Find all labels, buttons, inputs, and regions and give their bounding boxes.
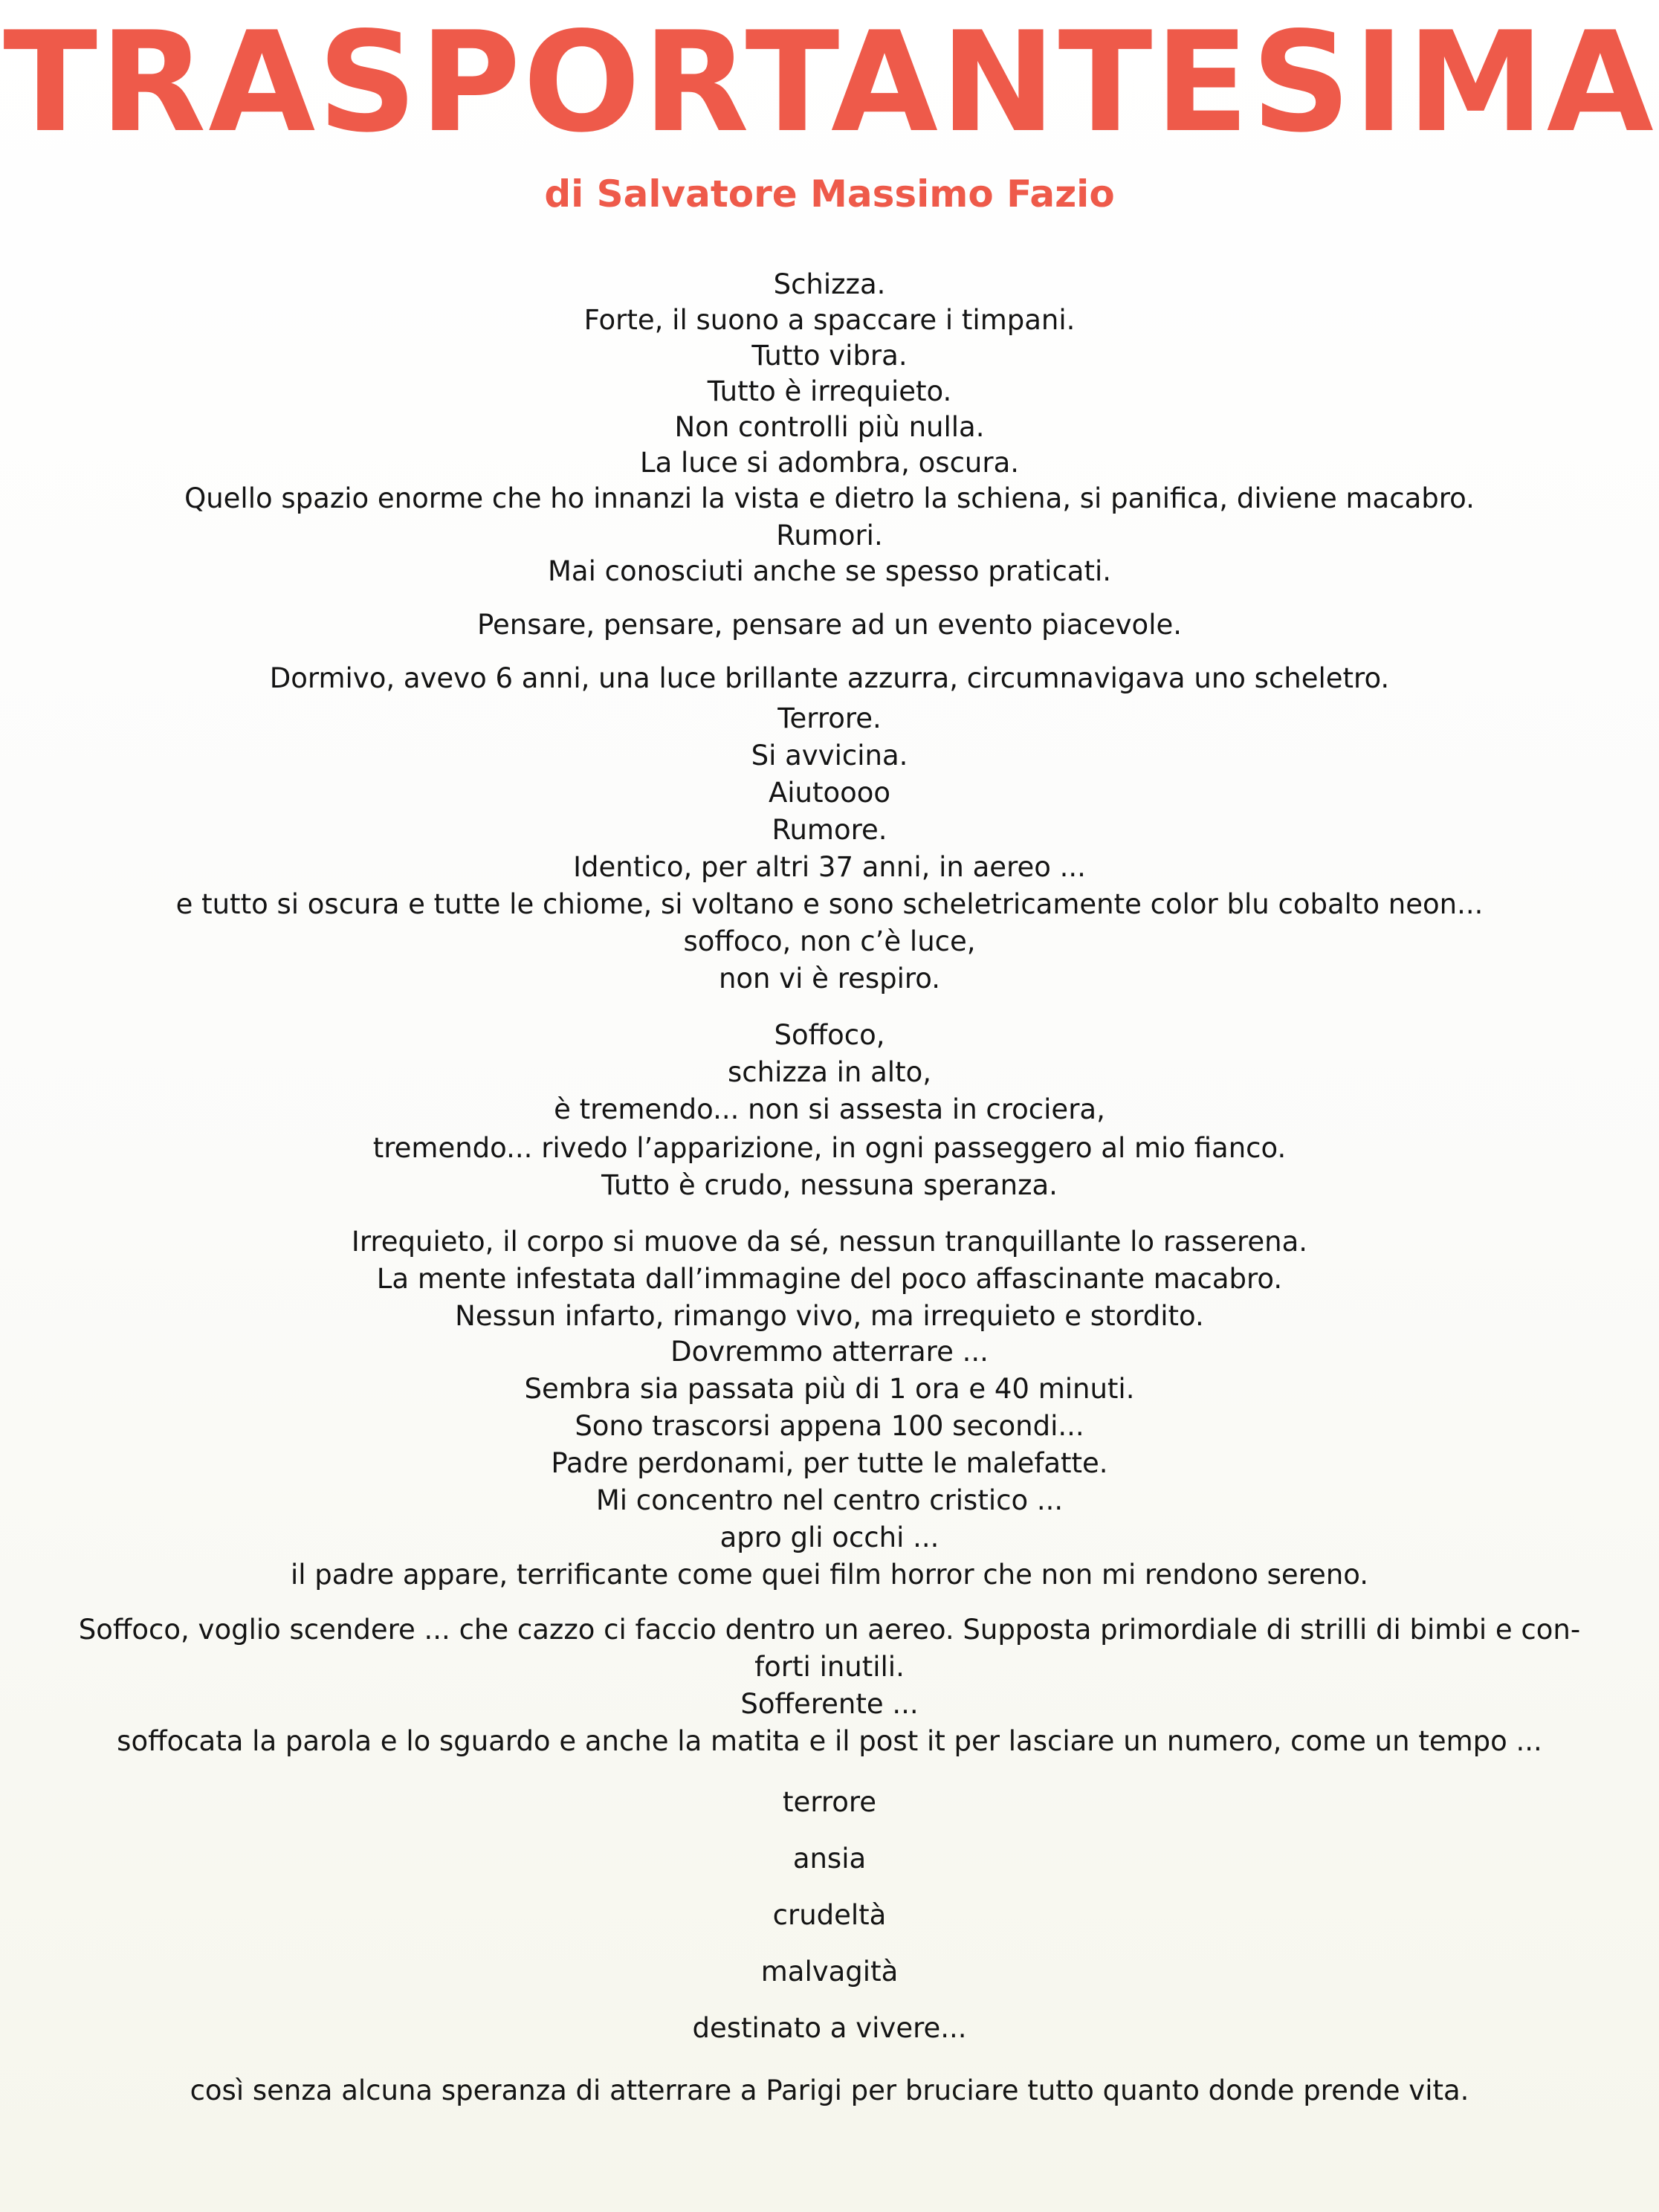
poem-line: Soffoco, voglio scendere ... che cazzo ci faccio dentro un aereo. Supposta primordiale di strilli di bimbi e con- bbox=[78, 1614, 1581, 1646]
poem-line: Rumore. bbox=[772, 814, 887, 846]
poem-line: schizza in alto, bbox=[728, 1056, 931, 1088]
poem-line: è tremendo... non si assesta in crociera, bbox=[554, 1093, 1105, 1125]
poem-line: così senza alcuna speranza di atterrare a Parigi per bruciare tutto quanto donde prende vita. bbox=[190, 2074, 1469, 2106]
poem-line: Rumori. bbox=[776, 520, 883, 552]
poem-line: Tutto è irrequieto. bbox=[707, 375, 952, 407]
poem-line: La mente infestata dall’immagine del poco affascinante macabro. bbox=[376, 1263, 1283, 1295]
poem-line: Mi concentro nel centro cristico ... bbox=[595, 1484, 1064, 1516]
poem-line: Terrore. bbox=[777, 702, 882, 734]
poem-line: Mai conosciuti anche se spesso praticati. bbox=[547, 555, 1112, 587]
poem-line: Sono trascorsi appena 100 secondi... bbox=[575, 1410, 1084, 1442]
poem-line: Non controlli più nulla. bbox=[674, 411, 985, 443]
poem-line: Si avvicina. bbox=[751, 740, 908, 772]
poem-line: forti inutili. bbox=[754, 1651, 905, 1683]
poem-line: Aiutoooo bbox=[768, 777, 891, 809]
poem-line: ansia bbox=[792, 1843, 867, 1875]
poem-line: tremendo... rivedo l’apparizione, in ogni passeggero al mio fianco. bbox=[372, 1132, 1287, 1164]
poem-line: Forte, il suono a spaccare i timpani. bbox=[583, 304, 1076, 336]
poem-line: il padre appare, terrificante come quei film horror che non mi rendono sereno. bbox=[290, 1559, 1369, 1591]
poem-line: terrore bbox=[782, 1786, 877, 1818]
poem-line: apro gli occhi ... bbox=[719, 1521, 940, 1553]
poem-line: non vi è respiro. bbox=[718, 963, 941, 995]
poem-line: Tutto è crudo, nessuna speranza. bbox=[601, 1169, 1058, 1201]
poem-line: Schizza. bbox=[773, 268, 886, 300]
poem-line: Soffoco, bbox=[774, 1019, 885, 1051]
poem-line: Identico, per altri 37 anni, in aereo ... bbox=[573, 851, 1086, 883]
poem-line: Dovremmo atterrare ... bbox=[670, 1336, 989, 1368]
author-byline: di Salvatore Massimo Fazio bbox=[544, 172, 1115, 216]
poem-line: Irrequieto, il corpo si muove da sé, nessun tranquillante lo rasserena. bbox=[351, 1226, 1308, 1258]
poem-line: e tutto si oscura e tutte le chiome, si voltano e sono scheletricamente color blu cobalto neon... bbox=[175, 888, 1484, 920]
poem-line: Dormivo, avevo 6 anni, una luce brillante azzurra, circumnavigava uno scheletro. bbox=[269, 662, 1390, 694]
poem-line: crudeltà bbox=[772, 1899, 887, 1931]
poem-line: soffocata la parola e lo sguardo e anche la matita e il post it per lasciare un numero, come un tempo ... bbox=[117, 1725, 1542, 1757]
poem-line: Quello spazio enorme che ho innanzi la vista e dietro la schiena, si panifica, diviene macabro. bbox=[184, 482, 1475, 514]
poem-line: destinato a vivere... bbox=[692, 2012, 967, 2044]
poem-line: Tutto vibra. bbox=[751, 340, 908, 372]
poem-line: soffoco, non c’è luce, bbox=[683, 925, 976, 957]
poem-line: Padre perdonami, per tutte le malefatte. bbox=[551, 1447, 1108, 1479]
poem-line: Sofferente ... bbox=[740, 1688, 919, 1720]
poem-line: malvagità bbox=[760, 1956, 899, 1988]
poem-line: Sembra sia passata più di 1 ora e 40 minuti. bbox=[524, 1373, 1135, 1405]
poem-line: La luce si adombra, oscura. bbox=[639, 447, 1020, 479]
poem-line: Pensare, pensare, pensare ad un evento piacevole. bbox=[477, 609, 1182, 641]
poem-title: TRASPORTANTESIMA bbox=[3, 1, 1656, 163]
poem-line: Nessun infarto, rimango vivo, ma irrequieto e stordito. bbox=[455, 1300, 1204, 1332]
